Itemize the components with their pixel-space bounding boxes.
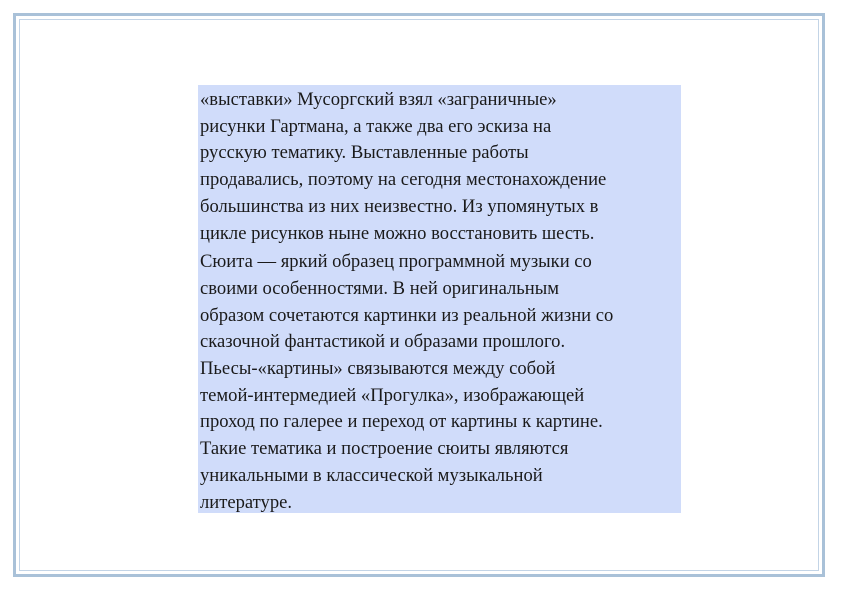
text-box [198, 85, 681, 513]
paragraph-1: «выставки» Мусоргский взял «заграничные» рисунки Гартмана, а также два его эскиза на русскую тематику. Выставленные работы продавались, поэтому на сегодня местонахождение большинства из них неизвестно. Из упомянутых в цикле рисунков ныне можно восстановить шесть. [200, 89, 607, 244]
paragraph-2: Сюита — яркий образец программной музыки со своими особенностями. В ней оригинальным образом сочетаются картинки из реальной жизни со сказочной фантастикой и образами прошлого. Пьесы-«картины» связываются между собой темой-интермедией «Прогулка», изображающей проход по галерее и переход от картины к картине. Такие тематика и построение сюиты являются уникальными в классической музыкальной литературе. [200, 251, 614, 513]
